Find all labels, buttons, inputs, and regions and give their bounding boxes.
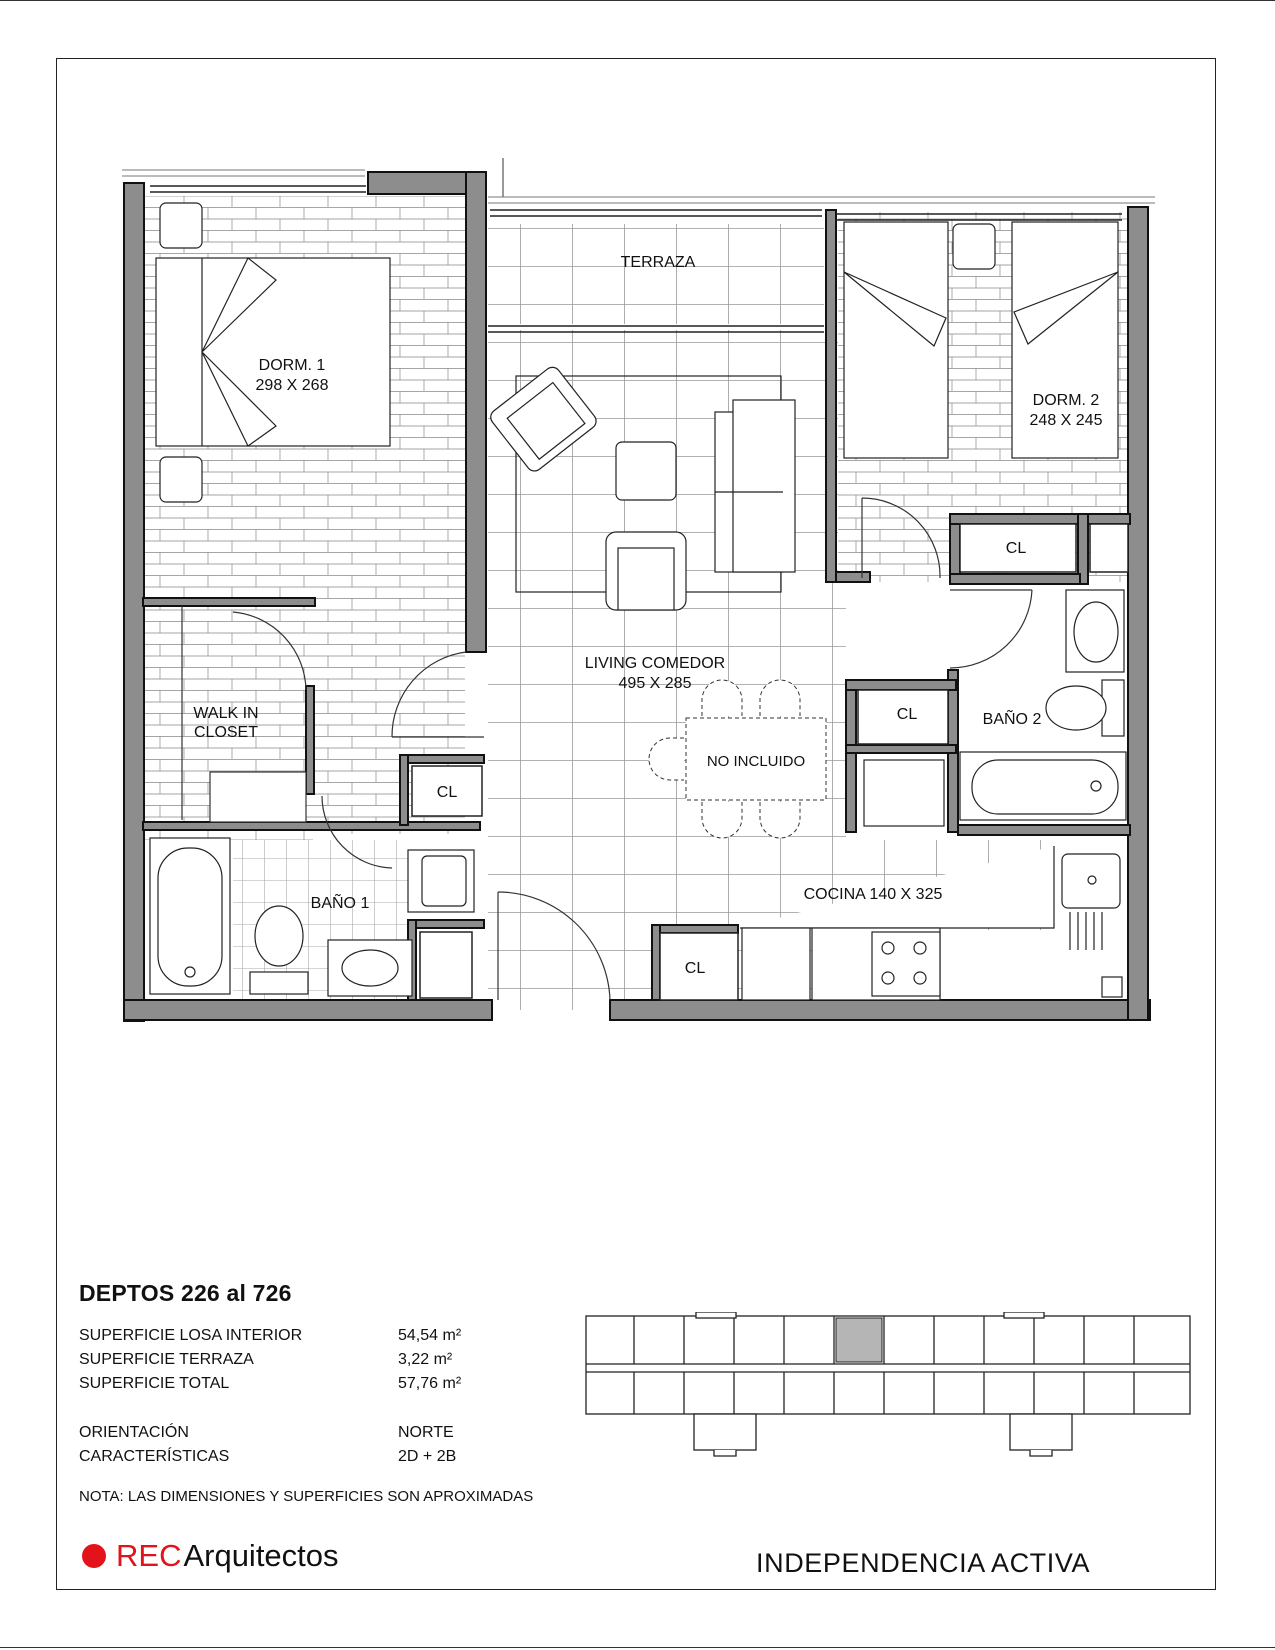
dorm1-name-label: DORM. 1 (258, 357, 326, 374)
dorm1-bed (156, 258, 390, 446)
logo-text-black: Arquitectos (183, 1538, 339, 1573)
red-dot-icon (82, 1544, 106, 1568)
dimensions-note: NOTA: LAS DIMENSIONES Y SUPERFICIES SON APROXIMADAS (79, 1488, 534, 1505)
dorm1-dims-label: 298 X 268 (255, 377, 329, 394)
cl-label: CL (436, 784, 458, 801)
bottom-border-line (0, 1647, 1275, 1648)
no-incluido-label: NO INCLUIDO (706, 753, 806, 770)
dorm2-name-label: DORM. 2 (1032, 392, 1100, 409)
bano2-label: BAÑO 2 (982, 711, 1042, 728)
info-label: SUPERFICIE TERRAZA (79, 1351, 254, 1368)
living-dims-label: 495 X 285 (618, 675, 692, 692)
rec-arquitectos-logo (82, 1538, 339, 1574)
unit-title: DEPTOS 226 al 726 (79, 1280, 292, 1306)
info-value: NORTE (398, 1424, 454, 1441)
info-label: SUPERFICIE TOTAL (79, 1375, 230, 1392)
info-value: 3,22 m² (398, 1351, 453, 1368)
info-value: 54,54 m² (398, 1327, 462, 1344)
project-name: INDEPENDENCIA ACTIVA (756, 1548, 1091, 1578)
cocina-label: COCINA 140 X 325 (803, 886, 943, 903)
cl-label: CL (684, 960, 706, 977)
terraza-label: TERRAZA (620, 254, 696, 271)
info-value: 2D + 2B (398, 1448, 457, 1465)
highlighted-unit (836, 1318, 882, 1362)
cl-label: CL (896, 706, 918, 723)
bano2-fixtures (960, 590, 1126, 820)
walkin-label-1: WALK IN (193, 705, 259, 722)
living-name-label: LIVING COMEDOR (584, 655, 726, 672)
bano1-label: BAÑO 1 (310, 895, 370, 912)
info-label: SUPERFICIE LOSA INTERIOR (79, 1327, 303, 1344)
logo-text-red: REC (116, 1538, 182, 1573)
walkin-label-2: CLOSET (193, 724, 259, 741)
terraza-floor (488, 224, 824, 324)
info-label: ORIENTACIÓN (79, 1424, 189, 1441)
cl-label: CL (1005, 540, 1027, 557)
building-key-plan (584, 1312, 1196, 1457)
info-label: CARACTERÍSTICAS (79, 1448, 230, 1465)
dorm2-dims-label: 248 X 245 (1029, 412, 1103, 429)
info-value: 57,76 m² (398, 1375, 462, 1392)
